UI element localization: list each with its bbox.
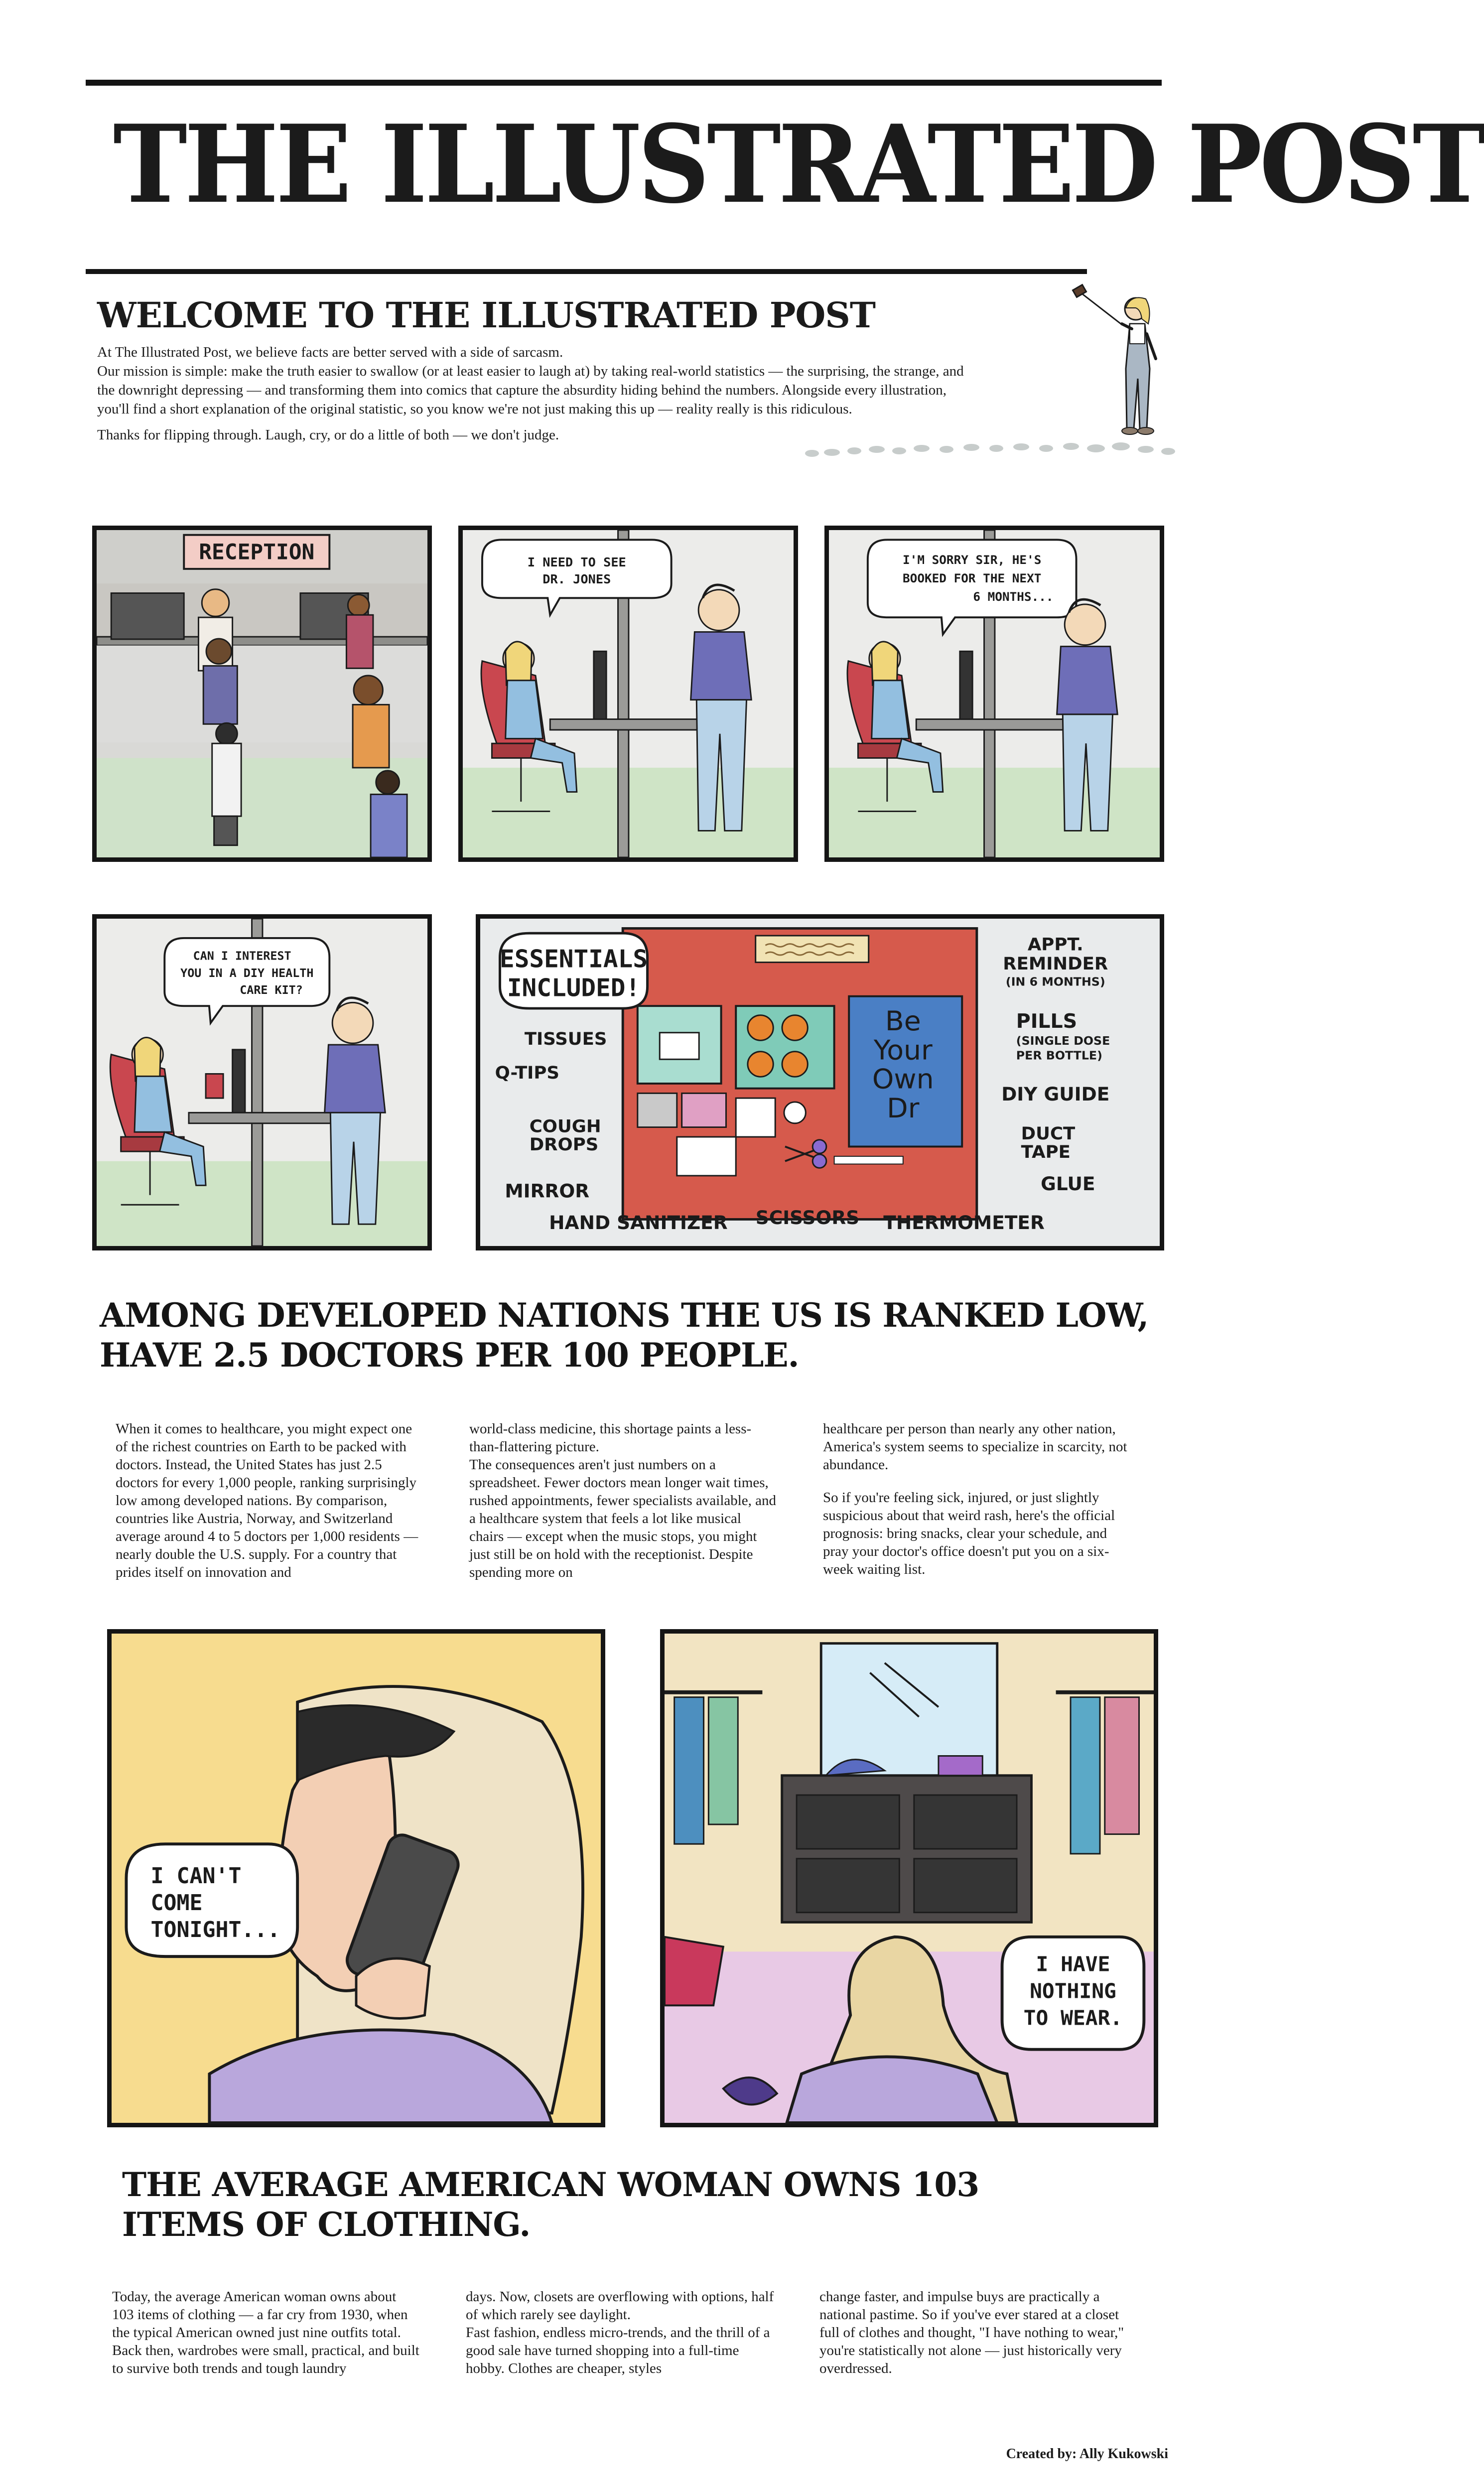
comic-panel-closet — [660, 1629, 1158, 2127]
comic-panel-diy-kit-offer — [92, 914, 432, 1250]
label-appt: REMINDER — [1003, 954, 1108, 974]
story1-paragraph: When it comes to healthcare, you might expect one of the richest countries on Earth to be packed with doctors. Instead, the United States has just 2.5 doctors for every 1,000 people, ranking surprisingly low among developed nations. By comparison, countries like Austria, Norway, and Switzerland average around 4 to 5 doctors per 1,000 residents — nearly double the U.S. supply. For a country that prides itself on innovation and — [116, 1421, 418, 1580]
story2-paragraph: days. Now, closets are overflowing with options, half of which rarely see daylight. — [466, 2289, 774, 2323]
story1-headline: AMONG DEVELOPED NATIONS THE US IS RANKED LOW, HAVE 2.5 DOCTORS PER 100 PEOPLE. — [100, 1296, 1149, 1375]
speech-line: I'M SORRY SIR, HE'S — [903, 553, 1042, 567]
story1-columns — [116, 1420, 1132, 1596]
kit-book-line: Be — [885, 1005, 921, 1037]
label-hand-sanitizer: HAND SANITIZER — [549, 1212, 728, 1234]
kit-title-line: ESSENTIALS — [499, 945, 648, 973]
story1-column — [823, 1420, 1132, 1596]
speech-line: 6 MONTHS... — [973, 589, 1054, 604]
comic-panel-need-to-see — [458, 526, 798, 862]
welcome-title: WELCOME TO THE ILLUSTRATED POST — [97, 294, 875, 336]
masthead-title: THE ILLUSTRATED POST — [113, 101, 1484, 227]
story2-paragraph: Fast fashion, endless micro-trends, and the thrill of a good sale have turned shopping into a full-time hobby. Clothes are cheaper, styles — [466, 2325, 770, 2376]
kit-book-line: Your — [873, 1034, 933, 1066]
story2-columns — [112, 2288, 1128, 2392]
label-duct-tape: DUCT — [1021, 1123, 1076, 1144]
story1-paragraph: world-class medicine, this shortage paints a less-than-flattering picture. — [469, 1421, 752, 1455]
label-mirror: MIRROR — [505, 1180, 590, 1202]
label-scissors: SCISSORS — [755, 1207, 860, 1229]
label-pills-sub: PER BOTTLE) — [1016, 1048, 1102, 1063]
story2-headline: THE AVERAGE AMERICAN WOMAN OWNS 103 ITEMS OF CLOTHING. — [122, 2165, 979, 2244]
story2-column — [112, 2288, 421, 2392]
comic-panel-essentials-kit — [476, 914, 1164, 1250]
reception-sign-text: RECEPTION — [199, 540, 315, 565]
label-duct-tape: TAPE — [1021, 1142, 1071, 1162]
story2-paragraph: change faster, and impulse buys are practically a national pastime. So if you've ever stared at a closet full of clothes and thought, "I have nothing to wear," you're statistically not alone — just historically very overdressed. — [819, 2289, 1124, 2376]
speech-line: TONIGHT... — [150, 1917, 280, 1942]
story1-paragraph: healthcare per person than nearly any other nation, America's system seems to specialize in scarcity, not abundance. — [823, 1421, 1127, 1473]
painter-illustration — [797, 269, 1206, 478]
speech-line: I NEED TO SEE — [527, 555, 626, 569]
speech-line: BOOKED FOR THE NEXT — [903, 571, 1042, 586]
label-appt: APPT. — [1027, 934, 1083, 955]
story1-column — [116, 1420, 424, 1596]
story2-column — [819, 2288, 1128, 2392]
speech-line: I HAVE — [1036, 1952, 1110, 1976]
label-tissues: TISSUES — [524, 1029, 607, 1050]
comic-panel-booked — [824, 526, 1164, 862]
credit-line: Created by: Ally Kukowski — [1006, 2446, 1168, 2462]
label-thermometer: THERMOMETER — [883, 1212, 1045, 1234]
kit-title-line: INCLUDED! — [507, 974, 641, 1002]
story1-paragraph: The consequences aren't just numbers on a spreadsheet. Fewer doctors mean longer wait times, rushed appointments, fewer specialists available, and a healthcare system that feels a lot like musical chairs — except when the music stops, you might just still be on hold with the receptionist. Despite spending more on — [469, 1457, 777, 1580]
label-glue: GLUE — [1041, 1173, 1095, 1195]
intro-paragraph: Thanks for flipping through. Laugh, cry, or do a little of both — we don't judge. — [97, 427, 559, 443]
story2-paragraph: Today, the average American woman owns about 103 items of clothing — a far cry from 1930, when the typical American owned just nine outfits total. Back then, wardrobes were small, practical, and built to survive both trends and tough laundry — [112, 2289, 419, 2376]
label-cough-drops: COUGH — [529, 1116, 601, 1137]
comic-panel-phone-call — [107, 1629, 605, 2127]
comic-panel-reception — [92, 526, 432, 862]
story2-column — [466, 2288, 775, 2392]
speech-line: I CAN'T — [150, 1863, 242, 1889]
story1-paragraph: So if you're feeling sick, injured, or just slightly suspicious about that weird rash, here's the official prognosis: bring snacks, clear your schedule, and pray your doctor's office doesn't put you on a six-week waiting list. — [823, 1490, 1115, 1577]
speech-line: NOTHING — [1030, 1979, 1116, 2003]
masthead-top-rule — [86, 80, 1162, 86]
kit-book-line: Dr — [887, 1092, 920, 1124]
label-pills: PILLS — [1016, 1010, 1078, 1033]
speech-line: YOU IN A DIY HEALTH — [180, 966, 314, 980]
speech-line: CARE KIT? — [240, 982, 303, 997]
label-pills-sub: (SINGLE DOSE — [1016, 1034, 1110, 1048]
speech-line: CAN I INTEREST — [193, 949, 291, 963]
story1-column — [469, 1420, 778, 1596]
label-diy-guide: DIY GUIDE — [1001, 1083, 1110, 1105]
label-q-tips: Q-TIPS — [495, 1063, 560, 1084]
speech-line: TO WEAR. — [1023, 2006, 1123, 2030]
label-appt-sub: (IN 6 MONTHS) — [1005, 974, 1105, 989]
speech-line: COME — [150, 1890, 203, 1916]
speech-line: DR. JONES — [542, 572, 611, 587]
intro-paragraph: Our mission is simple: make the truth easier to swallow (or at least easier to laugh at) by taking real-world statistics — the surprising, the strange, and the downright depressing — and transforming them into comics that capture the absurdity hiding behind the numbers. Alongside every illustration, you'll find a short explanation of the original statistic, so you know we're not just making this up — reality really is this ridiculous. — [97, 363, 964, 417]
intro-paragraph: At The Illustrated Post, we believe facts are better served with a side of sarcasm. — [97, 344, 563, 360]
kit-book-line: Own — [872, 1063, 934, 1095]
label-cough-drops: DROPS — [529, 1134, 599, 1155]
